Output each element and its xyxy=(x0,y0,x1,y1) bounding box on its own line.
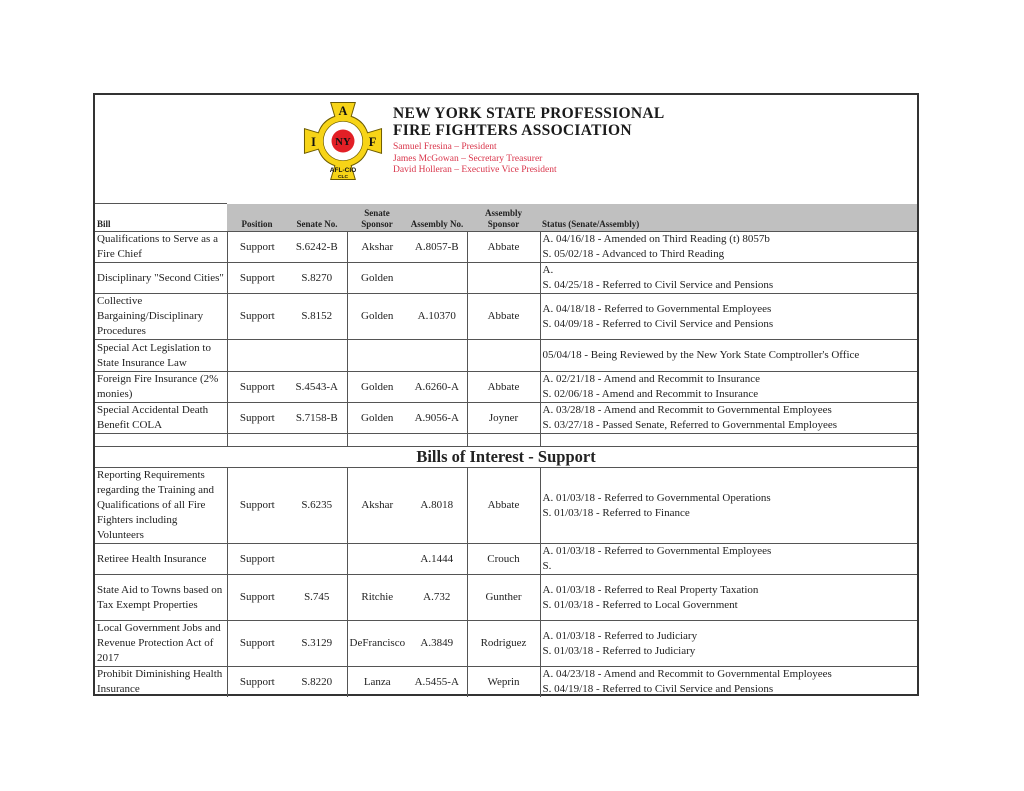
status-senate: S. 01/03/18 - Referred to Judiciary xyxy=(542,644,696,657)
assembly-sponsor-cell xyxy=(467,340,540,372)
section-title: Bills of Interest - Support xyxy=(95,447,917,468)
table-header-row xyxy=(95,204,917,232)
senate-no-cell: S.745 xyxy=(287,575,347,621)
status-cell xyxy=(540,667,917,698)
org-name-line2: FIRE FIGHTERS ASSOCIATION xyxy=(393,122,632,139)
position-cell: Support xyxy=(227,544,287,575)
table-row xyxy=(95,340,917,372)
status-senate: S. 02/06/18 - Amend and Recommit to Insurance xyxy=(542,388,759,400)
senate-sponsor-cell xyxy=(347,544,407,575)
status-cell xyxy=(540,403,917,434)
position-cell: Support xyxy=(227,667,287,698)
bill-name: Collective Bargaining/Disciplinary Procedures xyxy=(95,294,227,340)
status-assembly: 05/04/18 - Being Reviewed by the New York State Comptroller's Office xyxy=(542,349,860,361)
senate-sponsor-cell: Golden xyxy=(347,263,407,294)
assembly-no-cell: A.10370 xyxy=(407,294,467,340)
bill-name: Prohibit Diminishing Health Insurance xyxy=(95,667,227,698)
status-cell xyxy=(540,621,917,667)
senate-no-cell: S.8270 xyxy=(287,263,347,294)
letterhead xyxy=(95,95,917,203)
status-assembly: A. 01/03/18 - Referred to Governmental Employees xyxy=(542,545,772,557)
senate-no-cell: S.8220 xyxy=(287,667,347,698)
status-senate: S. 04/09/18 - Referred to Civil Service and Pensions xyxy=(542,317,774,330)
position-cell: Support xyxy=(227,621,287,667)
status-cell xyxy=(540,340,917,372)
senate-no-cell: S.6242-B xyxy=(287,232,347,263)
assembly-no-cell: A.8018 xyxy=(407,468,467,544)
assembly-sponsor-cell: Gunther xyxy=(467,575,540,621)
bill-name: Foreign Fire Insurance (2% monies) xyxy=(95,372,227,403)
assembly-sponsor-cell: Abbate xyxy=(467,372,540,403)
assembly-sponsor-cell: Abbate xyxy=(467,468,540,544)
table-row xyxy=(95,468,917,544)
officers-list xyxy=(393,142,665,177)
senate-no-cell: S.6235 xyxy=(287,468,347,544)
bill-name: Disciplinary "Second Cities" xyxy=(95,263,227,294)
bill-name: Retiree Health Insurance xyxy=(95,544,227,575)
officer-president: Samuel Fresina – President xyxy=(393,142,497,152)
empty-cell xyxy=(540,434,917,447)
status-assembly: A. 02/21/18 - Amend and Recommit to Insurance xyxy=(542,373,761,385)
bill-name: Qualifications to Serve as a Fire Chief xyxy=(95,232,227,263)
empty-cell xyxy=(347,434,407,447)
document-page xyxy=(93,93,919,696)
svg-text:NY: NY xyxy=(335,137,351,149)
assembly-sponsor-cell xyxy=(467,263,540,294)
col-header-status: Status (Senate/Assembly) xyxy=(540,204,917,232)
assembly-sponsor-cell: Crouch xyxy=(467,544,540,575)
table-row xyxy=(95,575,917,621)
bills-table xyxy=(95,203,917,697)
senate-no-cell xyxy=(287,340,347,372)
position-cell: Support xyxy=(227,575,287,621)
iaff-logo-icon xyxy=(302,100,384,182)
bill-name: Reporting Requirements regarding the Training and Qualifications of all Fire Fighters including Volunteers xyxy=(95,468,227,544)
svg-text:I: I xyxy=(311,134,316,149)
senate-sponsor-cell: Akshar xyxy=(347,468,407,544)
status-cell xyxy=(540,263,917,294)
org-name-line1: NEW YORK STATE PROFESSIONAL xyxy=(393,105,665,122)
assembly-no-cell: A.732 xyxy=(407,575,467,621)
senate-sponsor-cell xyxy=(347,340,407,372)
position-cell: Support xyxy=(227,468,287,544)
officer-executive-vp: David Holleran – Executive Vice President xyxy=(393,165,557,175)
status-senate: S. 03/27/18 - Passed Senate, Referred to Governmental Employees xyxy=(542,419,837,431)
status-cell xyxy=(540,468,917,544)
status-assembly: A. 03/28/18 - Amend and Recommit to Governmental Employees xyxy=(542,404,832,416)
status-assembly: A. 01/03/18 - Referred to Judiciary xyxy=(542,629,698,642)
empty-cell xyxy=(407,434,467,447)
status-assembly: A. 01/03/18 - Referred to Governmental Operations xyxy=(542,491,771,504)
officer-secretary-treasurer: James McGowan – Secretary Treasurer xyxy=(393,153,543,164)
assembly-no-cell: A.8057-B xyxy=(407,232,467,263)
assembly-no-cell xyxy=(407,340,467,372)
col-header-assembly-no: Assembly No. xyxy=(407,204,467,232)
table-row xyxy=(95,263,917,294)
bill-name: Special Accidental Death Benefit COLA xyxy=(95,403,227,434)
bill-name: Special Act Legislation to State Insurance Law xyxy=(95,340,227,372)
status-assembly: A. 04/23/18 - Amend and Recommit to Governmental Employees xyxy=(542,668,832,680)
status-senate: S. 04/25/18 - Referred to Civil Service and Pensions xyxy=(542,279,774,291)
status-assembly: A. 04/16/18 - Amended on Third Reading (t) 8057b xyxy=(542,233,770,245)
senate-sponsor-cell: Lanza xyxy=(347,667,407,698)
table-row xyxy=(95,403,917,434)
bill-name: Local Government Jobs and Revenue Protection Act of 2017 xyxy=(95,621,227,667)
position-cell: Support xyxy=(227,263,287,294)
status-cell xyxy=(540,294,917,340)
empty-cell xyxy=(287,434,347,447)
section-heading-row xyxy=(95,447,917,468)
status-senate: S. xyxy=(542,560,552,572)
empty-cell xyxy=(467,434,540,447)
status-cell xyxy=(540,575,917,621)
status-cell xyxy=(540,544,917,575)
status-senate: S. 05/02/18 - Advanced to Third Reading xyxy=(542,248,725,260)
senate-no-cell: S.8152 xyxy=(287,294,347,340)
position-cell: Support xyxy=(227,232,287,263)
status-senate: S. 04/19/18 - Referred to Civil Service and Pensions xyxy=(542,683,774,695)
senate-sponsor-cell: Golden xyxy=(347,372,407,403)
senate-sponsor-cell: Akshar xyxy=(347,232,407,263)
senate-no-cell: S.7158-B xyxy=(287,403,347,434)
table-row xyxy=(95,232,917,263)
table-row xyxy=(95,621,917,667)
assembly-sponsor-cell: Weprin xyxy=(467,667,540,698)
status-assembly: A. 01/03/18 - Referred to Real Property Taxation xyxy=(542,583,759,596)
svg-text:A: A xyxy=(338,103,348,118)
spacer-row xyxy=(95,434,917,447)
position-cell: Support xyxy=(227,403,287,434)
status-cell xyxy=(540,232,917,263)
assembly-sponsor-cell: Abbate xyxy=(467,232,540,263)
status-senate: S. 01/03/18 - Referred to Local Government xyxy=(542,598,738,611)
col-header-senate-sponsor: Senate Sponsor xyxy=(347,204,407,232)
senate-sponsor-cell: Ritchie xyxy=(347,575,407,621)
assembly-no-cell: A.9056-A xyxy=(407,403,467,434)
position-cell: Support xyxy=(227,372,287,403)
col-header-position: Position xyxy=(227,204,287,232)
status-cell xyxy=(540,372,917,403)
senate-no-cell: S.4543-A xyxy=(287,372,347,403)
col-header-bill: Bill xyxy=(95,204,227,232)
table-row xyxy=(95,544,917,575)
senate-sponsor-cell: Golden xyxy=(347,294,407,340)
assembly-no-cell: A.3849 xyxy=(407,621,467,667)
empty-cell xyxy=(95,434,227,447)
assembly-no-cell xyxy=(407,263,467,294)
col-header-senate-no: Senate No. xyxy=(287,204,347,232)
position-cell: Support xyxy=(227,294,287,340)
assembly-sponsor-cell: Rodriguez xyxy=(467,621,540,667)
col-header-assembly-sponsor: Assembly Sponsor xyxy=(467,204,540,232)
svg-text:F: F xyxy=(368,134,377,149)
assembly-sponsor-cell: Joyner xyxy=(467,403,540,434)
position-cell xyxy=(227,340,287,372)
senate-no-cell: S.3129 xyxy=(287,621,347,667)
table-row xyxy=(95,372,917,403)
senate-sponsor-cell: DeFrancisco xyxy=(347,621,407,667)
table-row xyxy=(95,667,917,698)
organization-block xyxy=(393,105,665,177)
table-row xyxy=(95,294,917,340)
assembly-no-cell: A.6260-A xyxy=(407,372,467,403)
senate-sponsor-cell: Golden xyxy=(347,403,407,434)
assembly-no-cell: A.5455-A xyxy=(407,667,467,698)
svg-text:CLC: CLC xyxy=(337,174,349,180)
senate-no-cell xyxy=(287,544,347,575)
status-assembly: A. 04/18/18 - Referred to Governmental Employees xyxy=(542,302,772,315)
status-assembly: A. xyxy=(542,264,554,276)
assembly-no-cell: A.1444 xyxy=(407,544,467,575)
empty-cell xyxy=(227,434,287,447)
svg-text:AFL-CIO: AFL-CIO xyxy=(329,167,357,175)
assembly-sponsor-cell: Abbate xyxy=(467,294,540,340)
status-senate: S. 01/03/18 - Referred to Finance xyxy=(542,506,690,519)
bill-name: State Aid to Towns based on Tax Exempt Properties xyxy=(95,575,227,621)
